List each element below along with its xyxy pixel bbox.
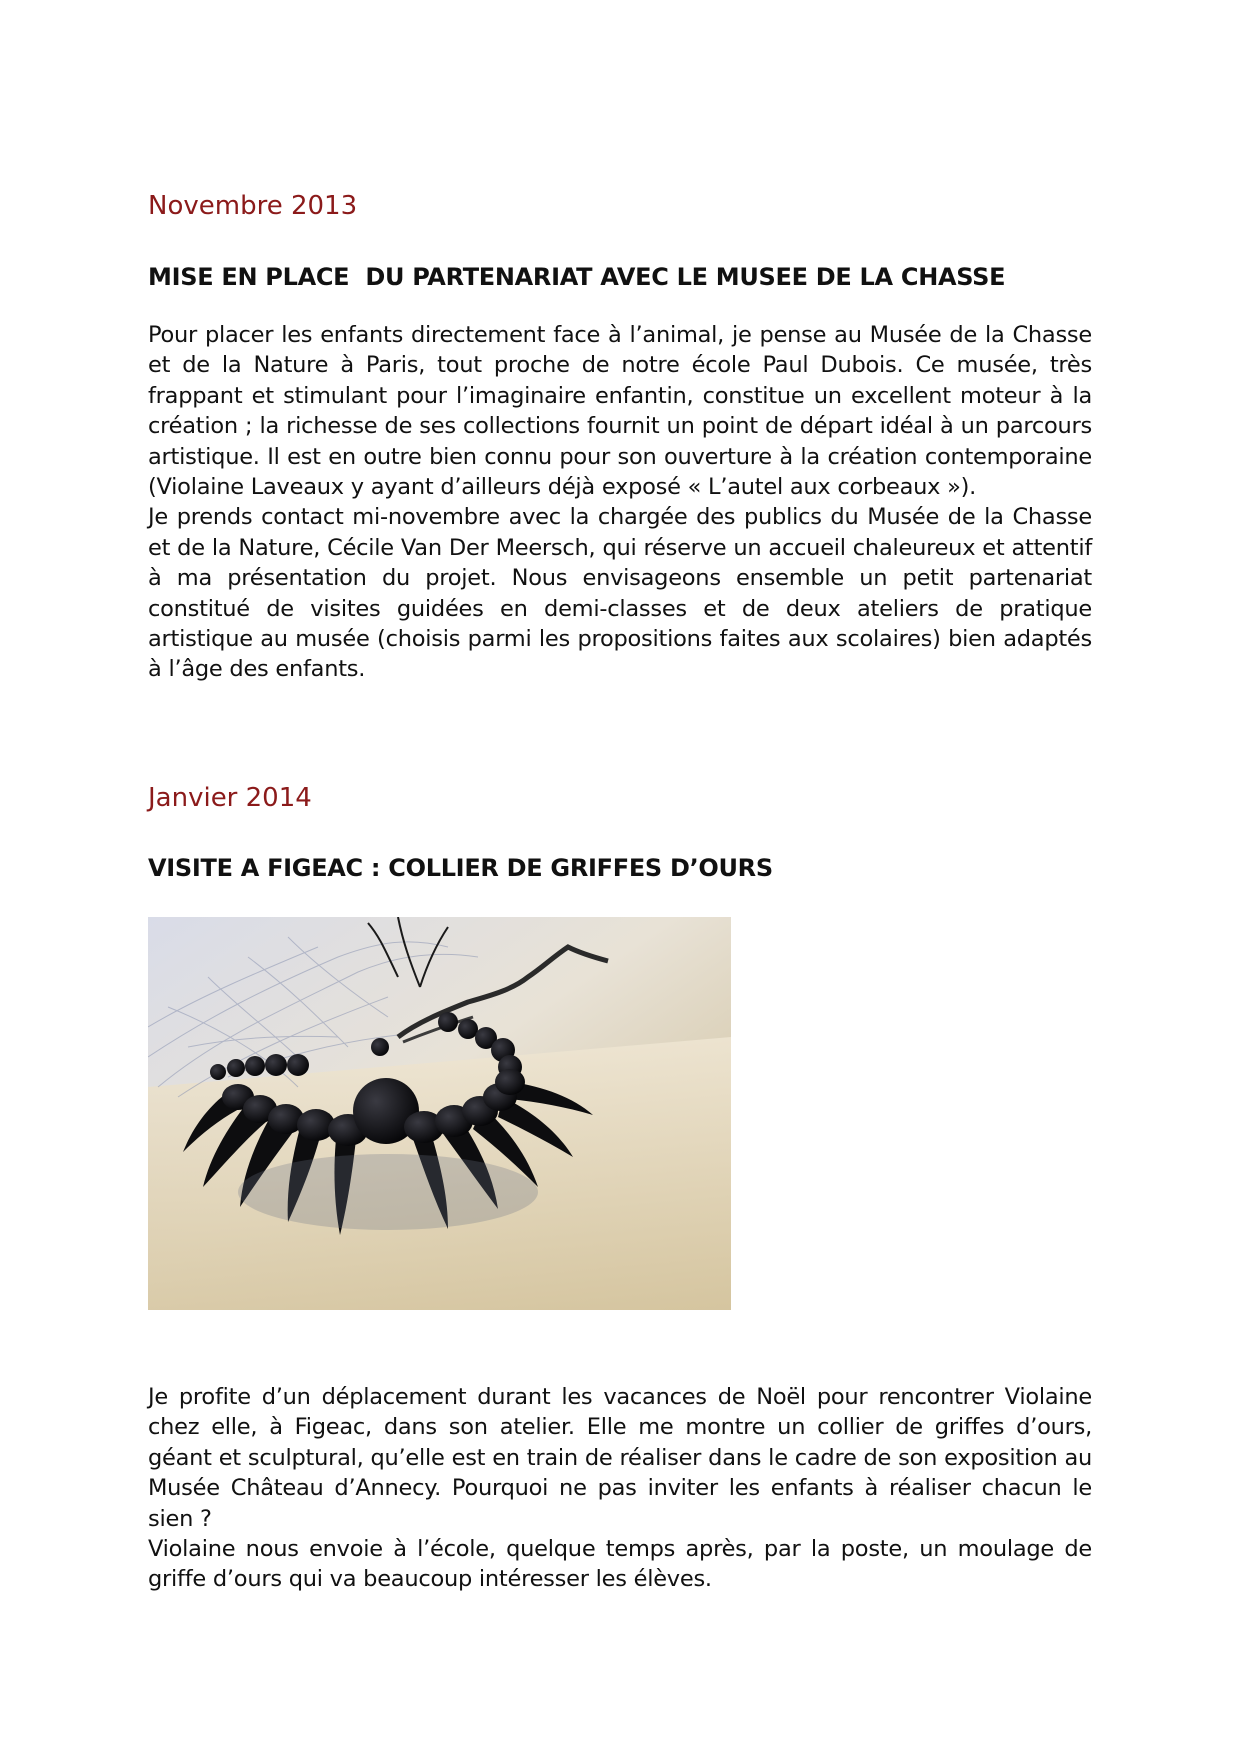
section-title: VISITE A FIGEAC : COLLIER DE GRIFFES D’OURS bbox=[148, 854, 773, 882]
paragraph-text: Violaine nous envoie à l’école, quelque temps après, par la poste, un moulage de griffe d’ours qui va beaucoup intéresser les élèves. bbox=[148, 1536, 1092, 1593]
paragraph bbox=[148, 320, 1092, 685]
necklace-photo bbox=[148, 917, 731, 1310]
section-title: MISE EN PLACE DU PARTENARIAT AVEC LE MUSEE DE LA CHASSE bbox=[148, 263, 1006, 291]
paragraph-text: Pour placer les enfants directement face à l’animal, je pense au Musée de la Chasse et de la Nature à Paris, tout proche de notre école Paul Dubois. Ce musée, très frappant et stimulant pour l’imaginaire enfantin, constitue un excellent moteur à la création ; la richesse de ses collections fournit un point de départ idéal à un parcours artistique. Il est en outre bien connu pour son ouverture à la création contemporaine (Violaine Laveaux y ayant d’ailleurs déjà exposé « L’autel aux corbeaux »). bbox=[148, 322, 1092, 501]
paragraph bbox=[148, 1382, 1092, 1595]
section-date: Novembre 2013 bbox=[148, 191, 358, 221]
section-date: Janvier 2014 bbox=[148, 783, 312, 813]
paragraph-text: Je profite d’un déplacement durant les vacances de Noël pour rencontrer Violaine chez elle, à Figeac, dans son atelier. Elle me montre un collier de griffes d’ours, géant et sculptural, qu’elle est en train de réaliser dans le cadre de son exposition au Musée Château d’Annecy. Pourquoi ne pas inviter les enfants à réaliser chacun le sien ? bbox=[148, 1384, 1092, 1532]
bear-claw-necklace-image bbox=[148, 917, 731, 1310]
paragraph-text: Je prends contact mi-novembre avec la chargée des publics du Musée de la Chasse et de la Nature, Cécile Van Der Meersch, qui réserve un accueil chaleureux et attentif à ma présentation du projet. Nous envisageons ensemble un petit partenariat constitué de visites guidées en demi-classes et de deux ateliers de pratique artistique au musée (choisis parmi les propositions faites aux scolaires) bien adaptés à l’âge des enfants. bbox=[148, 504, 1092, 683]
